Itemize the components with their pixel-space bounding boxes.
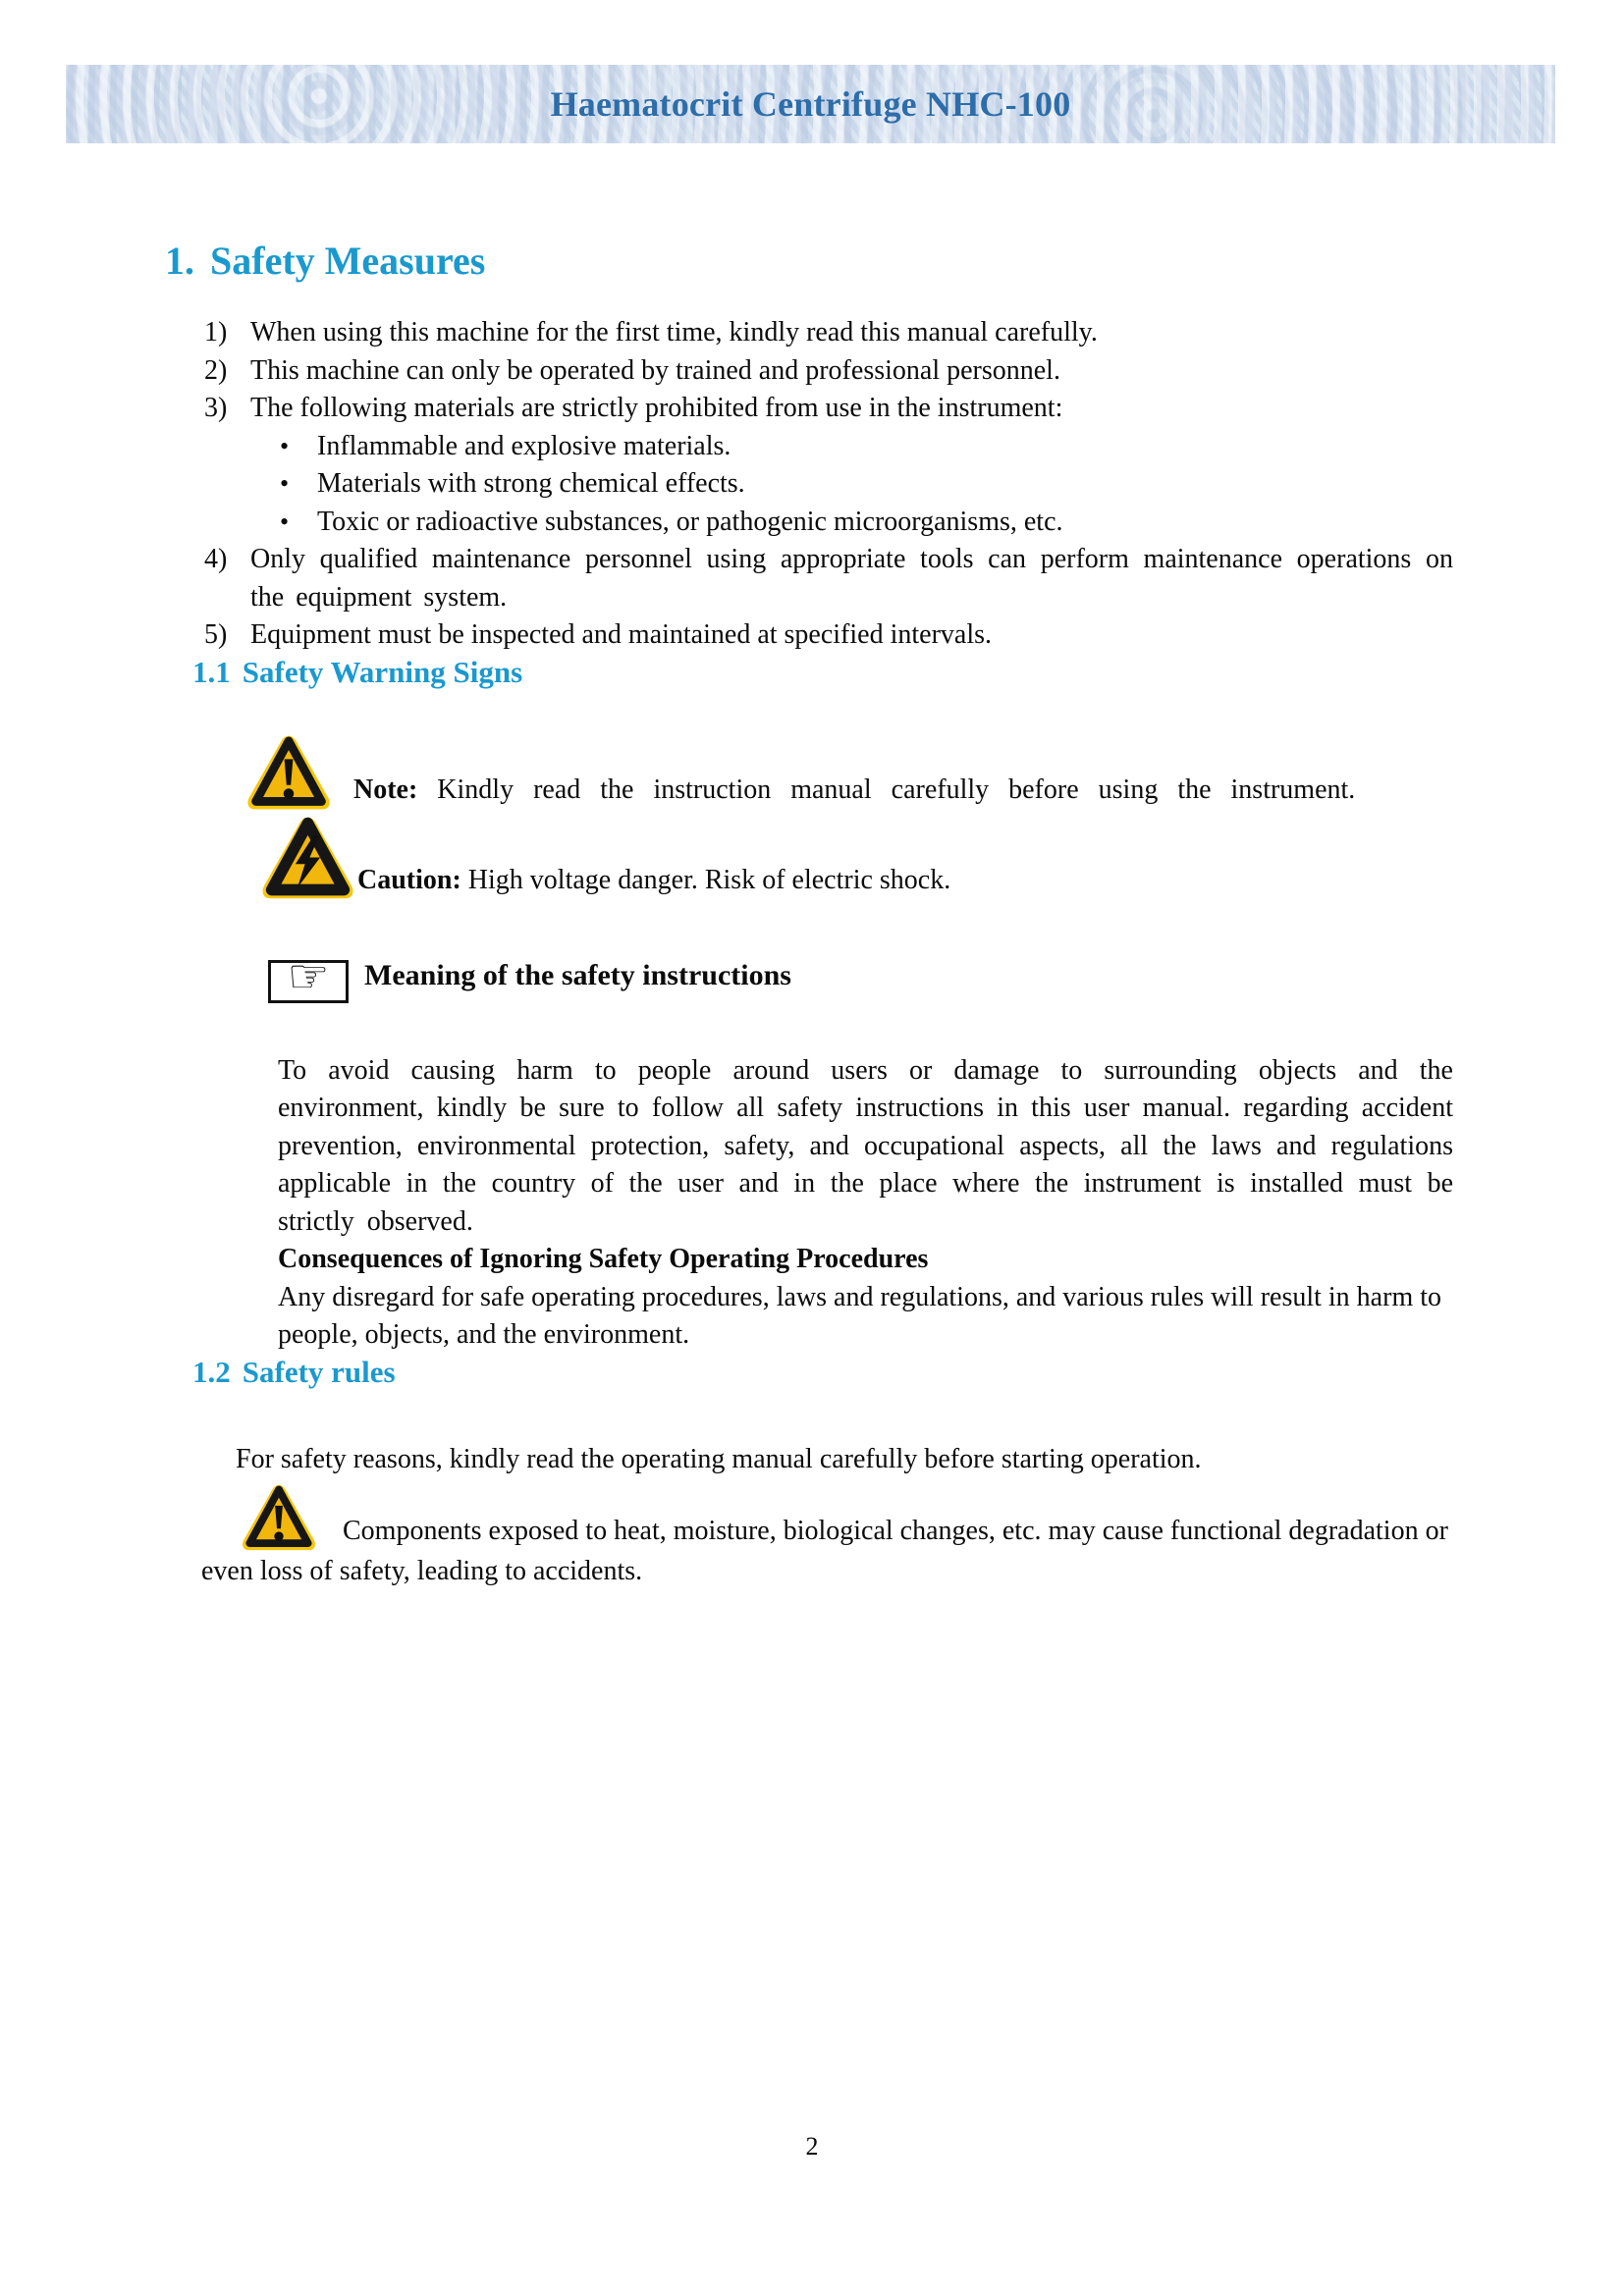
section-heading-safety-rules: [192, 1355, 1453, 1390]
warning-triangle-icon: [245, 733, 332, 812]
safety-measures-list: [204, 314, 1453, 655]
section-title: Safety Measures: [210, 239, 486, 283]
list-item-number: 3): [204, 393, 228, 423]
list-item: [204, 314, 1453, 352]
list-item-text: The following materials are strictly prohibited from use in the instrument:: [250, 393, 1063, 423]
caution-label: Caution:: [357, 864, 461, 895]
page-number: 2: [805, 2132, 819, 2161]
bullet-text: Materials with strong chemical effects.: [317, 468, 745, 499]
list-item-number: 4): [204, 544, 228, 574]
section-title: Safety rules: [242, 1354, 396, 1389]
bullet-marker: •: [280, 469, 290, 498]
section-heading-safety-warning-signs: [192, 655, 1453, 690]
caution-paragraph: [260, 814, 1453, 902]
bullet-marker: •: [280, 507, 290, 536]
note-label: Note:: [353, 774, 418, 805]
note-paragraph: [245, 733, 1453, 812]
list-item-text: Only qualified maintenance personnel using appropriate tools can perform maintenance operations on the equipment system.: [250, 544, 1453, 613]
note-text: Kindly read the instruction manual carefully before using the instrument.: [437, 774, 1356, 805]
header-band: [66, 65, 1555, 143]
prohibited-materials-list: [280, 428, 1453, 542]
bullet-item: [280, 504, 1453, 542]
list-item: [204, 541, 1453, 616]
consequences-heading: Consequences of Ignoring Safety Operating Procedures: [278, 1244, 929, 1274]
section-number: 1.1: [192, 654, 231, 689]
list-item-text: When using this machine for the first time, kindly read this manual carefully.: [250, 317, 1098, 347]
list-item: [204, 390, 1453, 428]
list-item-number: 1): [204, 317, 228, 347]
section-number: 1.: [165, 239, 194, 283]
meaning-heading-line: [268, 948, 1453, 1004]
consequences-paragraph: Any disregard for safe operating procedures, laws and regulations, and various rules will result in harm to people, objects, and the environment.: [278, 1281, 1441, 1350]
caution-text: High voltage danger. Risk of electric shock.: [467, 864, 951, 895]
meaning-heading: Meaning of the safety instructions: [364, 958, 791, 991]
section-title: Safety Warning Signs: [242, 654, 523, 689]
section-heading-safety-measures: [165, 240, 1453, 283]
list-item-number: 2): [204, 354, 228, 386]
hand-pointer-icon: ☞: [287, 948, 330, 1004]
bullet-item: [280, 428, 1453, 466]
components-warning-paragraph: [201, 1482, 1453, 1591]
list-item-text: Equipment must be inspected and maintained at specified intervals.: [250, 619, 993, 650]
document-title: Haematocrit Centrifuge NHC-100: [550, 84, 1071, 124]
meaning-paragraph: To avoid causing harm to people around users or damage to surrounding objects and the environment, kindly be sure to follow all safety instructions in this user manual. regarding accident prevention, environmental protection, safety, and occupational aspects, all the laws and regulations applicable in the country of the user and in the place where the instrument is installed must be strictly observed.: [278, 1054, 1453, 1237]
page-content: [165, 143, 1453, 1591]
list-item-number: 5): [204, 619, 228, 650]
bullet-marker: •: [280, 431, 290, 460]
bullet-text: Toxic or radioactive substances, or pathogenic microorganisms, etc.: [317, 506, 1063, 537]
warning-triangle-icon: [241, 1482, 317, 1553]
high-voltage-icon: [260, 814, 355, 902]
bullet-item: [280, 465, 1453, 504]
section-number: 1.2: [192, 1354, 231, 1389]
list-item: [204, 352, 1453, 391]
safety-rules-intro: For safety reasons, kindly read the operating manual carefully before starting operation.: [236, 1443, 1202, 1474]
components-warning-text: Components exposed to heat, moisture, biological changes, etc. may cause functional degradation or even loss of safety, leading to accidents.: [201, 1516, 1448, 1586]
list-item: [204, 616, 1453, 655]
hand-pointer-box: [268, 948, 349, 1004]
bullet-text: Inflammable and explosive materials.: [317, 430, 731, 461]
list-item-text: This machine can only be operated by trained and professional personnel.: [250, 354, 1060, 386]
